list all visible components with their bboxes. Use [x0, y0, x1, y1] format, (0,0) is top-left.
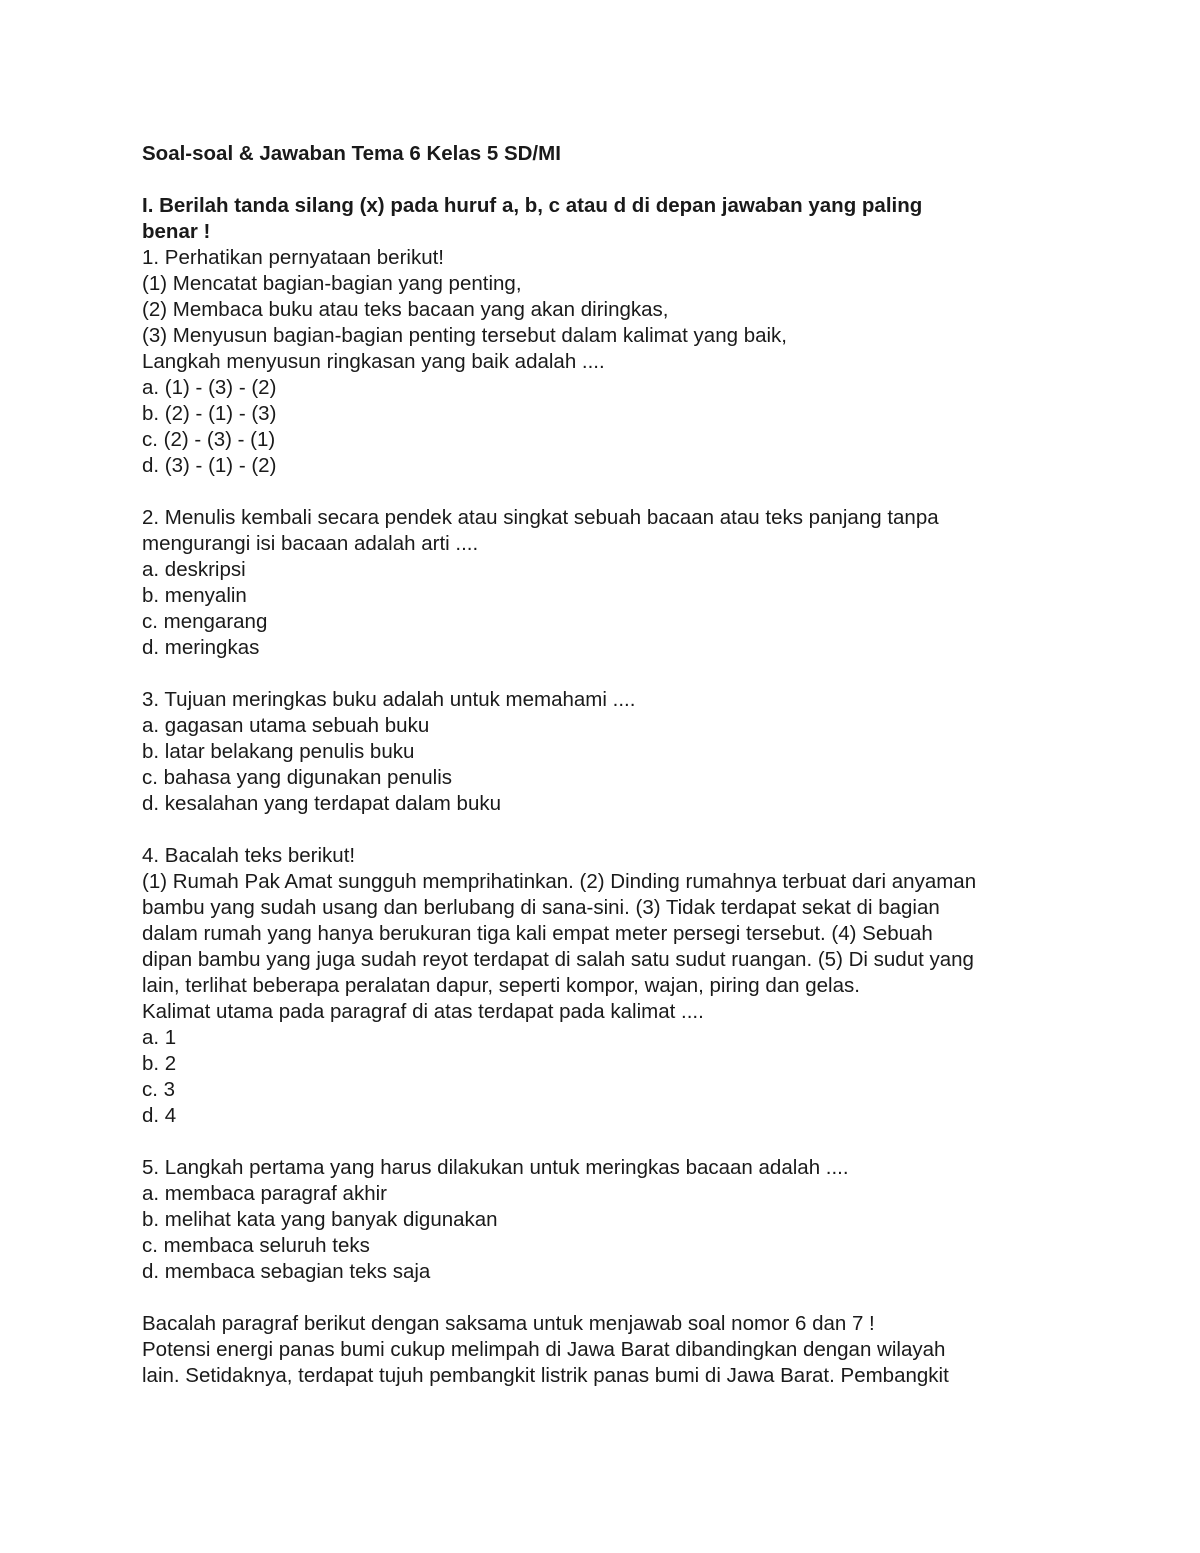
passage-line: lain. Setidaknya, terdapat tujuh pembangkit listrik panas bumi di Jawa Barat. Pembangkit — [142, 1364, 949, 1387]
answer-option: b. menyalin — [142, 584, 247, 607]
spacer — [142, 661, 1072, 687]
question-text: dipan bambu yang juga sudah reyot terdapat di salah satu sudut ruangan. (5) Di sudut yang — [142, 948, 974, 971]
document-title: Soal-soal & Jawaban Tema 6 Kelas 5 SD/MI — [142, 142, 561, 165]
spacer — [142, 1129, 1072, 1155]
document-page — [142, 141, 1072, 1389]
spacer — [142, 1285, 1072, 1311]
question-3 — [142, 687, 1072, 817]
answer-option: c. mengarang — [142, 610, 268, 633]
answer-option: d. 4 — [142, 1104, 177, 1127]
question-2 — [142, 505, 1072, 661]
instruction — [142, 193, 1072, 245]
question-text: dalam rumah yang hanya berukuran tiga kali empat meter persegi tersebut. (4) Sebuah — [142, 922, 933, 945]
question-text: (1) Rumah Pak Amat sungguh memprihatinkan. (2) Dinding rumahnya terbuat dari anyaman — [142, 870, 977, 893]
instruction-line: benar ! — [142, 220, 211, 243]
answer-option: b. 2 — [142, 1052, 177, 1075]
answer-option: a. deskripsi — [142, 558, 246, 581]
spacer — [142, 167, 1072, 193]
answer-option: a. 1 — [142, 1026, 177, 1049]
question-1 — [142, 245, 1072, 479]
question-text: Langkah menyusun ringkasan yang baik adalah .... — [142, 350, 605, 373]
passage-line: Potensi energi panas bumi cukup melimpah di Jawa Barat dibandingkan dengan wilayah — [142, 1338, 946, 1361]
question-text: (3) Menyusun bagian-bagian penting tersebut dalam kalimat yang baik, — [142, 324, 787, 347]
question-text: 3. Tujuan meringkas buku adalah untuk memahami .... — [142, 688, 636, 711]
answer-option: d. meringkas — [142, 636, 260, 659]
answer-option: b. (2) - (1) - (3) — [142, 402, 277, 425]
passage-line: Bacalah paragraf berikut dengan saksama untuk menjawab soal nomor 6 dan 7 ! — [142, 1312, 875, 1335]
answer-option: c. 3 — [142, 1078, 176, 1101]
answer-option: b. melihat kata yang banyak digunakan — [142, 1208, 498, 1231]
answer-option: c. (2) - (3) - (1) — [142, 428, 276, 451]
reading-passage — [142, 1311, 1072, 1389]
answer-option: d. kesalahan yang terdapat dalam buku — [142, 792, 502, 815]
answer-option: d. membaca sebagian teks saja — [142, 1260, 431, 1283]
question-text: 1. Perhatikan pernyataan berikut! — [142, 246, 444, 269]
question-5 — [142, 1155, 1072, 1285]
question-text: Kalimat utama pada paragraf di atas terdapat pada kalimat .... — [142, 1000, 704, 1023]
question-text: bambu yang sudah usang dan berlubang di sana-sini. (3) Tidak terdapat sekat di bagian — [142, 896, 940, 919]
question-text: 2. Menulis kembali secara pendek atau singkat sebuah bacaan atau teks panjang tanpa — [142, 506, 939, 529]
answer-option: d. (3) - (1) - (2) — [142, 454, 277, 477]
question-text: (2) Membaca buku atau teks bacaan yang akan diringkas, — [142, 298, 669, 321]
question-text: lain, terlihat beberapa peralatan dapur, seperti kompor, wajan, piring dan gelas. — [142, 974, 860, 997]
question-text: (1) Mencatat bagian-bagian yang penting, — [142, 272, 522, 295]
question-text: 5. Langkah pertama yang harus dilakukan untuk meringkas bacaan adalah .... — [142, 1156, 849, 1179]
answer-option: c. bahasa yang digunakan penulis — [142, 766, 453, 789]
spacer — [142, 817, 1072, 843]
spacer — [142, 479, 1072, 505]
answer-option: a. membaca paragraf akhir — [142, 1182, 387, 1205]
answer-option: b. latar belakang penulis buku — [142, 740, 415, 763]
answer-option: c. membaca seluruh teks — [142, 1234, 370, 1257]
question-4 — [142, 843, 1072, 1129]
answer-option: a. (1) - (3) - (2) — [142, 376, 277, 399]
answer-option: a. gagasan utama sebuah buku — [142, 714, 430, 737]
instruction-line: I. Berilah tanda silang (x) pada huruf a, b, c atau d di depan jawaban yang paling — [142, 194, 923, 217]
question-text: mengurangi isi bacaan adalah arti .... — [142, 532, 479, 555]
question-text: 4. Bacalah teks berikut! — [142, 844, 356, 867]
